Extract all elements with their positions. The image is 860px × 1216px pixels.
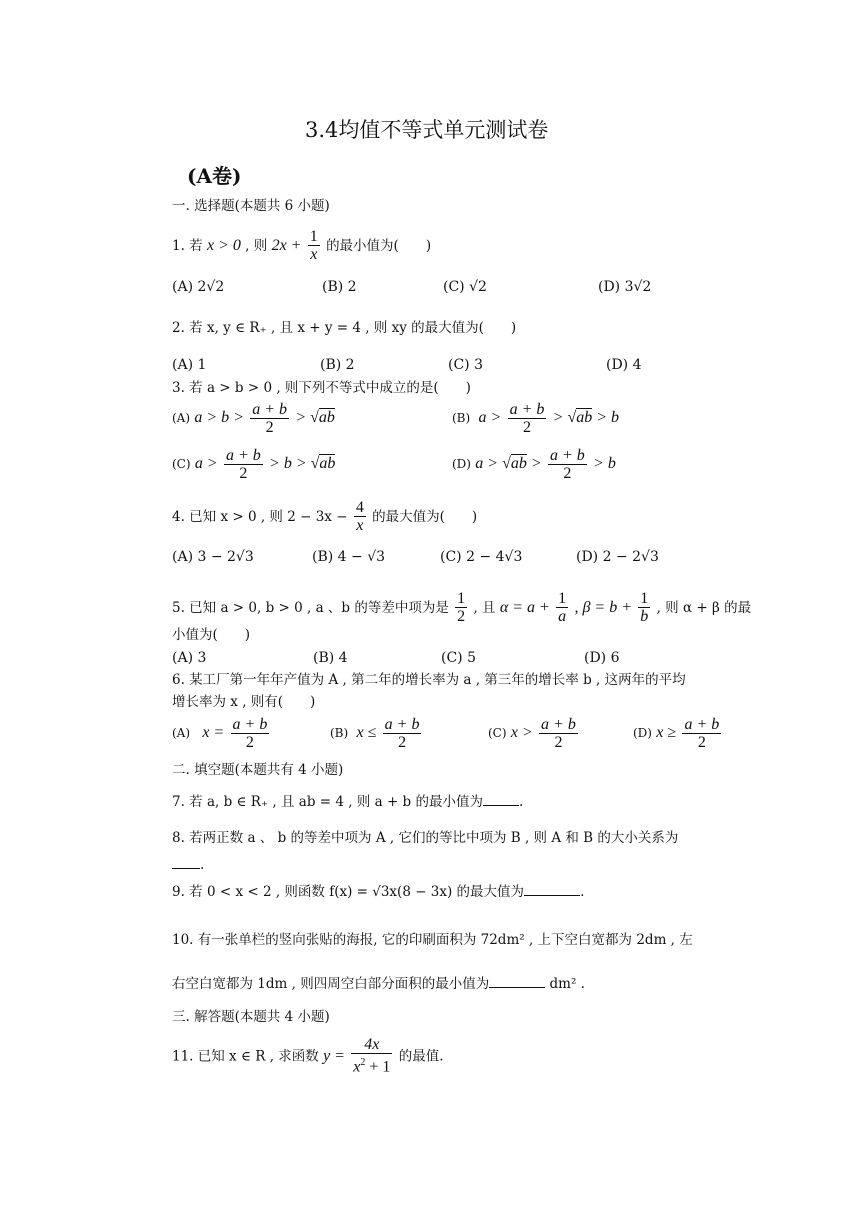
q5-stem-d: 小值为( ): [172, 627, 251, 643]
q5-stem-a: 5. 已知 a > 0, b > 0 , a 、b 的等差中项为是: [172, 600, 449, 616]
q5-stem-b: , 且: [473, 600, 496, 616]
q11-text-b: 的最值.: [398, 1048, 444, 1065]
q4-frac-den: x: [356, 517, 364, 534]
q1-option-b[interactable]: (B) 2: [322, 279, 357, 295]
q3-option-a[interactable]: (A) a > b > $\frac{a + b}{2}$ > √ab: [172, 401, 335, 436]
q3-stem: 3. 若 a > b > 0 , 则下列不等式中成立的是( ): [172, 380, 471, 396]
q2-option-c[interactable]: (C) 3: [448, 357, 483, 373]
q1-expr: 2x +: [271, 237, 302, 254]
q11-stem: 11. 已知 x ∈ R , 求函数 y = $\frac{4x}{x^2 + 1}$ 的最值.: [172, 1036, 444, 1076]
q1-cond: x > 0: [206, 237, 241, 254]
q3-option-a-label: (A): [172, 411, 191, 425]
q8-stem: 8. 若两正数 a 、 b 的等差中项为 A , 它们的等比中项为 B , 则 A 和 B 的大小关系为: [172, 830, 679, 846]
q10-text: 右空白宽都为 1dm , 则四周空白部分面积的最小值为: [172, 976, 490, 992]
q9-stem: 9. 若 0 < x < 2 , 则函数 f(x) = √3x(8 − 3x) 的最大值为 .: [172, 884, 585, 900]
q1-fraction: [308, 228, 320, 263]
q1-option-a[interactable]: (A) 2√2: [172, 279, 225, 295]
q7-answer-blank[interactable]: [483, 805, 519, 806]
q9-text: 9. 若 0 < x < 2 , 则函数 f(x) = √3x(8 − 3x) 的最大值为: [172, 884, 525, 900]
q4-fraction: [354, 499, 366, 534]
q1-option-c[interactable]: (C) √2: [443, 279, 487, 295]
paper-subtitle: (A卷): [187, 164, 242, 188]
q6-option-b[interactable]: (B) x ≤ $\frac{a + b}{2}$: [330, 716, 420, 751]
q5-option-d[interactable]: (D) 6: [584, 650, 620, 666]
q1-stem-b: , 则: [245, 238, 268, 254]
q3-option-b-label: (B): [452, 411, 471, 425]
page-title: 3.4均值不等式单元测试卷: [305, 118, 549, 142]
q1-frac-den: x: [310, 246, 318, 263]
q5-stem: 5. 已知 a > 0, b > 0 , a 、b 的等差中项为是 $\frac{1}{2}$ , 且 α = a + $\frac{1}{a}$ , β = b + $\frac{1}{b}$ , 则 α + β 的最: [172, 590, 752, 625]
q10-unit: dm² .: [549, 976, 585, 992]
q6-option-c-label: (C): [488, 726, 507, 740]
q2-option-a[interactable]: (A) 1: [172, 357, 207, 373]
q3-option-b[interactable]: (B) a > $\frac{a + b}{2}$ > √ab > b: [452, 401, 620, 436]
q9-answer-blank[interactable]: [524, 895, 580, 896]
q6-stem-a: 6. 某工厂第一年年产值为 A , 第二年的增长率为 a , 第三年的增长率 b , 这两年的平均: [172, 672, 686, 688]
q3-option-d[interactable]: (D) a > √ab > $\frac{a + b}{2}$ > b: [452, 447, 616, 482]
q4-stem-b: 的最大值为( ): [372, 509, 478, 525]
q6-stem-b: 增长率为 x , 则有( ): [172, 694, 316, 710]
q1-frac-num: 1: [309, 228, 318, 245]
q2-option-b[interactable]: (B) 2: [320, 357, 355, 373]
q4-stem-a: 4. 已知 x > 0 , 则 2 − 3x −: [172, 509, 348, 525]
q5-stem-c: , 则 α + β 的最: [656, 600, 752, 616]
q1-stem: [172, 228, 431, 263]
section2-heading: 二. 填空题(本题共有 4 小题): [172, 762, 344, 778]
q2-stem: 2. 若 x, y ∈ R₊ , 且 x + y = 4 , 则 xy 的最大值为( ): [172, 320, 517, 336]
q1-option-d[interactable]: (D) 3√2: [598, 279, 652, 295]
q6-option-a[interactable]: (A) x = $\frac{a + b}{2}$: [172, 716, 268, 751]
q4-frac-num: 4: [355, 499, 364, 516]
q8-answer-blank[interactable]: [172, 868, 200, 869]
q7-text: 7. 若 a, b ∈ R₊ , 且 ab = 4 , 则 a + b 的最小值为: [172, 794, 483, 810]
q1-stem-c: 的最小值为( ): [326, 238, 432, 254]
q10-stem: 10. 有一张单栏的竖向张贴的海报, 它的印刷面积为 72dm² , 上下空白宽都为 2dm , 左: [172, 932, 693, 948]
q8-line2: .: [172, 856, 204, 874]
q5-option-c[interactable]: (C) 5: [441, 650, 476, 666]
q6-option-b-label: (B): [330, 726, 349, 740]
q5-option-a[interactable]: (A) 3: [172, 650, 207, 666]
q5-option-b[interactable]: (B) 4: [313, 650, 348, 666]
section1-heading: 一. 选择题(本题共 6 小题): [172, 198, 330, 214]
q7-stem: 7. 若 a, b ∈ R₊ , 且 ab = 4 , 则 a + b 的最小值为 .: [172, 794, 524, 810]
q1-stem-a: 1. 若: [172, 238, 203, 254]
q6-option-d-label: (D): [633, 726, 652, 740]
q3-option-c-label: (C): [172, 457, 191, 471]
section3-heading: 三. 解答题(本题共 4 小题): [172, 1009, 330, 1025]
q4-option-d[interactable]: (D) 2 − 2√3: [576, 549, 659, 565]
q2-option-d[interactable]: (D) 4: [606, 357, 642, 373]
q10-answer-blank[interactable]: [489, 987, 545, 988]
q6-option-d[interactable]: (D) x ≥ $\frac{a + b}{2}$: [633, 716, 720, 751]
q4-option-b[interactable]: (B) 4 − √3: [312, 549, 386, 565]
q3-option-c[interactable]: (C) a > $\frac{a + b}{2}$ > b > √ab: [172, 447, 336, 482]
q4-stem: [172, 499, 477, 534]
q4-option-a[interactable]: (A) 3 − 2√3: [172, 549, 254, 565]
q4-option-c[interactable]: (C) 2 − 4√3: [440, 549, 523, 565]
q6-option-a-label: (A): [172, 726, 191, 740]
q10-line2: [172, 975, 585, 993]
q3-option-d-label: (D): [452, 457, 471, 471]
q6-option-c[interactable]: (C) x > $\frac{a + b}{2}$: [488, 716, 576, 751]
q11-text-a: 11. 已知 x ∈ R , 求函数: [172, 1048, 319, 1065]
